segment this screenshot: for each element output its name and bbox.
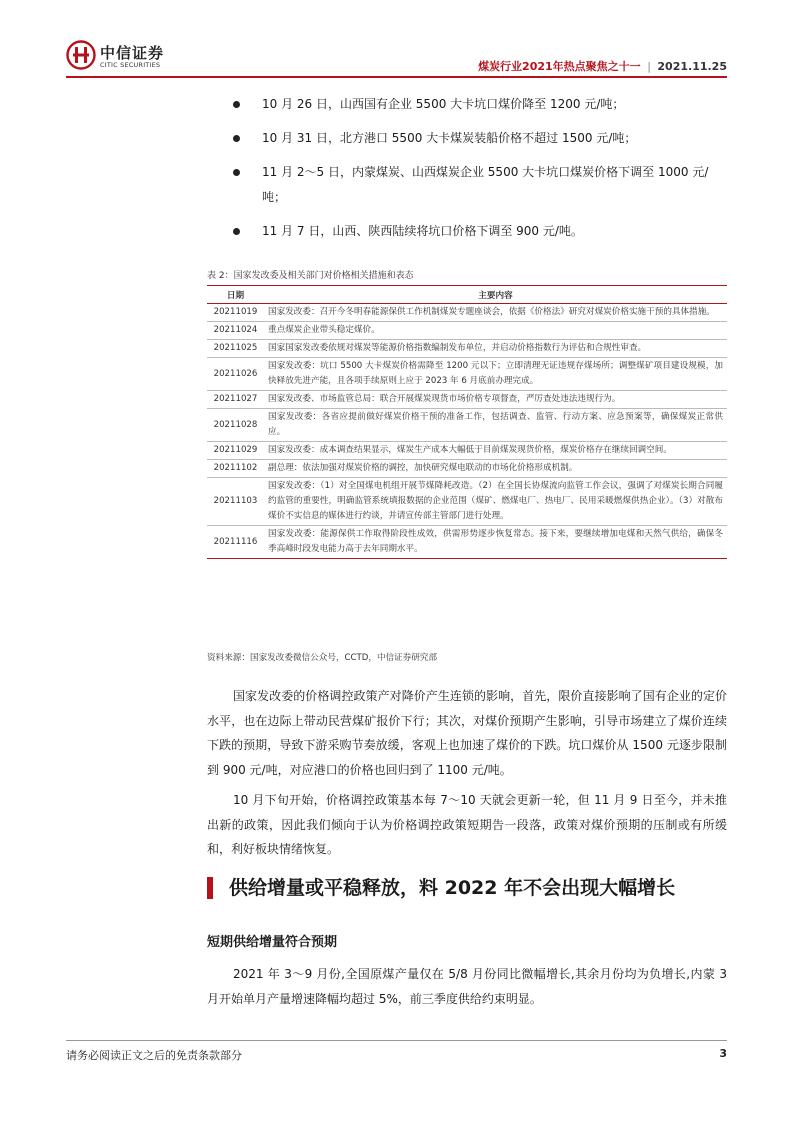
body-paragraph: 国家发改委的价格调控政策产对降价产生连锁的影响，首先，限价直接影响了国有企业的定价水平，也在边际上带动民营煤矿报价下行；其次，对煤价预期产生影响，引导市场建立了煤价连续下跌的预期，导致下游采购节奏放缓，客观上也加速了煤价的下跌。坑口煤价从 1500 元逐步限制到 900 元/吨，对应港口的价格也回归到了 1100 元/吨。 xyxy=(207,689,727,777)
cell-date: 20211028 xyxy=(207,409,264,442)
page-number: 3 xyxy=(719,1047,727,1060)
bullet-item xyxy=(230,219,727,244)
table-row xyxy=(207,409,727,442)
bullet-item xyxy=(230,92,727,117)
bullet-dot-icon xyxy=(233,228,240,235)
body-paragraph: 10 月下旬开始，价格调控政策基本每 7～10 天就会更新一轮，但 11 月 9 日至今，并未推出新的政策，因此我们倾向于认为价格调控政策短期告一段落，政策对煤价预期的压制或有所缓和，利好板块情绪恢复。 xyxy=(207,793,727,856)
cell-date: 20211027 xyxy=(207,391,264,409)
cell-content: 重点煤炭企业带头稳定煤价。 xyxy=(264,322,727,340)
bullet-text: 11 月 2～5 日，内蒙煤炭、山西煤炭企业 5500 大卡坑口煤炭价格下调至 1000 元/吨； xyxy=(262,165,709,204)
cell-date: 20211026 xyxy=(207,358,264,391)
cell-date: 20211025 xyxy=(207,340,264,358)
report-title: 煤炭行业2021年热点聚焦之十一 xyxy=(478,60,641,73)
cell-date: 20211103 xyxy=(207,478,264,526)
table-row xyxy=(207,358,727,391)
header-separator: | xyxy=(647,60,651,73)
table-header-row xyxy=(207,286,727,304)
bullet-item xyxy=(230,126,727,151)
cell-content: 国家发改委：各省应提前做好煤炭价格干预的准备工作，包括调查、监管、行动方案、应急预案等，确保煤炭正常供应。 xyxy=(264,409,727,442)
cell-content: 国家发改委：坑口 5500 大卡煤炭价格需降至 1200 元以下；立即清理无证违规存煤场所；调整煤矿项目建设规模，加快释放先进产能，且各项手续原则上应于 2023 年 6 月底前办理完成。 xyxy=(264,358,727,391)
footer-disclaimer: 请务必阅读正文之后的免责条款部分 xyxy=(66,1049,242,1062)
table-row xyxy=(207,442,727,460)
policy-table xyxy=(207,285,727,559)
report-header-info xyxy=(478,58,727,74)
column-header-content: 主要内容 xyxy=(264,286,727,304)
table-row xyxy=(207,322,727,340)
table-row xyxy=(207,478,727,526)
table-row xyxy=(207,391,727,409)
bullet-dot-icon xyxy=(233,135,240,142)
table-caption: 表 2：国家发改委及相关部门对价格相关措施和表态 xyxy=(207,271,414,281)
body-paragraph: 2021 年 3～9 月份,全国原煤产量仅在 5/8 月份同比微幅增长,其余月份均为负增长,内蒙 3 月开始单月产量增速降幅均超过 5%，前三季度供给约束明显。 xyxy=(207,967,727,1006)
cell-content: 国家发改委：能源保供工作取得阶段性成效，供需形势逐步恢复常态。接下来，要继续增加电煤和天然气供给，确保冬季高峰时段发电能力高于去年同期水平。 xyxy=(264,526,727,559)
cell-date: 20211024 xyxy=(207,322,264,340)
footer-divider xyxy=(66,1040,727,1041)
header-divider xyxy=(66,76,727,78)
table-row xyxy=(207,526,727,559)
logo-text-cn: 中信证券 xyxy=(100,44,165,62)
citic-logo xyxy=(66,40,186,74)
table-row xyxy=(207,460,727,478)
cell-date: 20211102 xyxy=(207,460,264,478)
cell-content: 国家国家发改委依规对煤炭等能源价格指数编制发布单位，并启动价格指数行为评估和合规性审查。 xyxy=(264,340,727,358)
bullet-dot-icon xyxy=(233,169,240,176)
cell-content: 国家发改委：召开今冬明春能源保供工作机制煤炭专题座谈会，依据《价格法》研究对煤炭价格实施干预的具体措施。 xyxy=(264,304,727,322)
citic-logo-icon xyxy=(66,40,96,70)
table-row xyxy=(207,304,727,322)
page-header xyxy=(0,0,793,80)
subsection-heading: 短期供给增量符合预期 xyxy=(207,935,338,950)
cell-content: 副总理：依法加强对煤炭价格的调控，加快研究煤电联动的市场化价格形成机制。 xyxy=(264,460,727,478)
cell-date: 20211019 xyxy=(207,304,264,322)
bullet-list xyxy=(230,92,727,253)
section-marker xyxy=(207,877,213,899)
cell-content: 国家发改委：（1）对全国煤电机组开展节煤降耗改造。（2）在全国长协煤流向监管工作会议，强调了对煤炭长期合同履约监管的重要性，明确监管系统填报数据的企业范围（煤矿、燃煤电厂、热电厂、民用采暖燃煤供热企业）。（3）对散布煤价不实信息的媒体进行约谈，并请宣传部主管部门进行处理。 xyxy=(264,478,727,526)
bullet-text: 11 月 7 日，山西、陕西陆续将坑口价格下调至 900 元/吨。 xyxy=(262,224,583,238)
section-title: 供给增量或平稳释放，料 2022 年不会出现大幅增长 xyxy=(229,877,676,899)
bullet-item xyxy=(230,160,727,210)
logo-text-en: CITIC SECURITIES xyxy=(100,61,161,69)
column-header-date: 日期 xyxy=(207,286,264,304)
cell-content: 国家发改委：成本调查结果显示，煤炭生产成本大幅低于目前煤炭现货价格，煤炭价格存在继续回调空间。 xyxy=(264,442,727,460)
cell-date: 20211029 xyxy=(207,442,264,460)
cell-content: 国家发改委、市场监管总局：联合开展煤炭现货市场价格专项督查，严厉查处违法违规行为。 xyxy=(264,391,727,409)
report-date: 2021.11.25 xyxy=(657,60,727,73)
bullet-dot-icon xyxy=(233,101,240,108)
cell-date: 20211116 xyxy=(207,526,264,559)
bullet-text: 10 月 31 日，北方港口 5500 大卡煤炭装船价格不超过 1500 元/吨； xyxy=(262,131,637,145)
table-source: 资料来源：国家发改委微信公众号，CCTD，中信证券研究部 xyxy=(207,653,438,663)
bullet-text: 10 月 26 日，山西国有企业 5500 大卡坑口煤价降至 1200 元/吨； xyxy=(262,97,625,111)
table-row xyxy=(207,340,727,358)
